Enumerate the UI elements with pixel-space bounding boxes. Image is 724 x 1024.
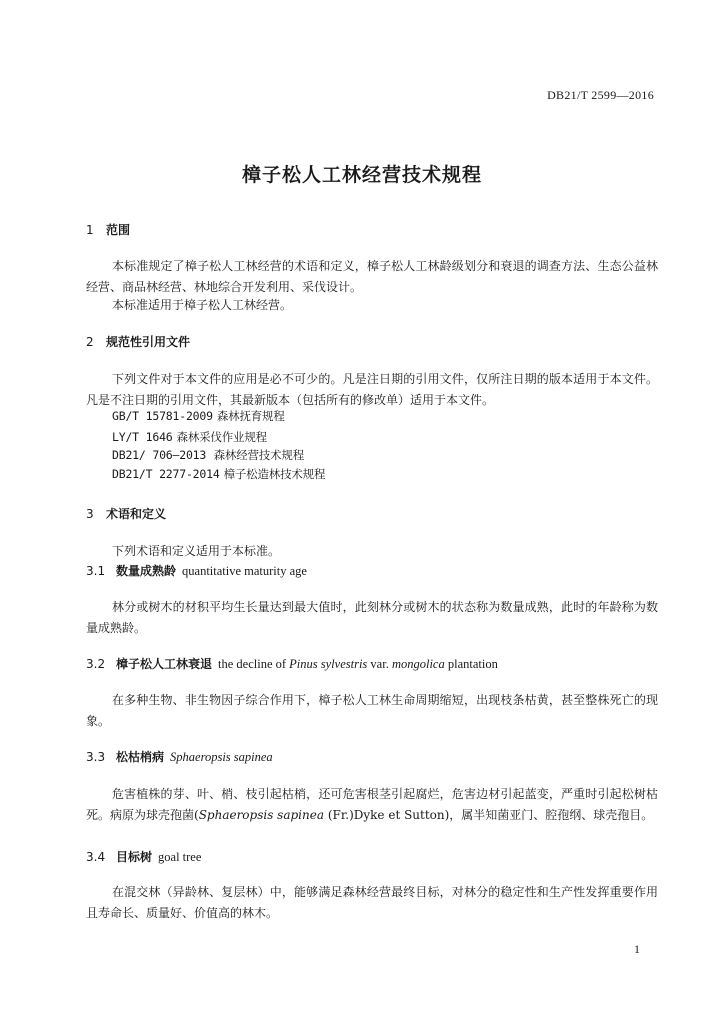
term-name: 樟子松人工林衰退 bbox=[116, 657, 213, 671]
reference-code: DB21/ 706—2013 bbox=[112, 448, 207, 462]
term-definition: 在混交林（异龄林、复层林）中，能够满足森林经营最终目标，对林分的稳定性和生产性发挥重要作用且寿命长、质量好、价值高的林木。 bbox=[86, 885, 658, 920]
reference-code: LY/T 1646 bbox=[112, 430, 173, 444]
term-heading-shoot-blight bbox=[86, 748, 273, 765]
term-definition: 在多种生物、非生物因子综合作用下，樟子松人工林生命周期缩短，出现枝条枯黄，甚至整株死亡的现象。 bbox=[86, 693, 658, 728]
term-definition: 林分或树木的材积平均生长量达到最大值时，此刻林分或树木的状态称为数量成熟，此时的年龄称为数量成熟龄。 bbox=[86, 600, 658, 635]
paragraph: 本标准规定了樟子松人工林经营的术语和定义，樟子松人工林龄级划分和衰退的调查方法、生态公益林经营、商品林经营、林地综合开发利用、采伐设计。 bbox=[86, 259, 658, 294]
term-english: quantitative maturity age bbox=[182, 564, 307, 578]
section-heading-scope bbox=[86, 221, 130, 238]
term-number: 3.1 bbox=[86, 564, 106, 578]
term-number: 3.2 bbox=[86, 657, 106, 671]
page-title: 樟子松人工林经营技术规程 bbox=[241, 164, 482, 186]
reference-code: GB/T 15781-2009 bbox=[112, 409, 213, 423]
term-number: 3.4 bbox=[86, 850, 106, 864]
reference-name: 樟子松造林技术规程 bbox=[223, 467, 326, 481]
term-english: goal tree bbox=[158, 850, 202, 864]
reference-name: 森林抚育规程 bbox=[216, 409, 285, 423]
page-number: 1 bbox=[634, 942, 640, 956]
section-number: 2 bbox=[86, 335, 94, 349]
term-name: 目标树 bbox=[116, 850, 153, 864]
reference-item bbox=[112, 408, 285, 424]
term-english: Sphaeropsis sapinea bbox=[170, 750, 273, 764]
section-number: 1 bbox=[86, 223, 94, 237]
section-number: 3 bbox=[86, 507, 94, 521]
reference-item bbox=[112, 447, 304, 463]
section-title: 范围 bbox=[106, 223, 131, 237]
term-heading-quantitative-maturity-age bbox=[86, 562, 307, 579]
reference-code: DB21/T 2277-2014 bbox=[112, 467, 220, 481]
section-heading-normative-references bbox=[86, 333, 190, 350]
term-heading-plantation-decline bbox=[86, 655, 498, 672]
section-title: 规范性引用文件 bbox=[106, 335, 191, 349]
term-definition: 危害植株的芽、叶、梢、枝引起枯梢，还可危害根茎引起腐烂，危害边材引起蓝变，严重时引起松树枯死。病原为球壳孢菌(Sphaeropsis sapinea (Fr.)Dyke et Sutton)，属半知菌亚门、腔孢纲、球壳孢目。 bbox=[86, 787, 658, 822]
paragraph: 下列术语和定义适用于本标准。 bbox=[112, 544, 281, 558]
reference-item bbox=[112, 429, 267, 445]
paragraph: 本标准适用于樟子松人工林经营。 bbox=[112, 298, 293, 312]
paragraph: 下列文件对于本文件的应用是必不可少的。凡是注日期的引用文件，仅所注日期的版本适用于本文件。凡是不注日期的引用文件，其最新版本（包括所有的修改单）适用于本文件。 bbox=[86, 372, 658, 407]
term-number: 3.3 bbox=[86, 750, 106, 764]
term-english: the decline of Pinus sylvestris var. mongolica plantation bbox=[218, 657, 498, 671]
document-number: DB21/T 2599—2016 bbox=[547, 88, 654, 102]
term-heading-goal-tree bbox=[86, 848, 201, 865]
term-name: 数量成熟龄 bbox=[116, 564, 177, 578]
term-name: 松枯梢病 bbox=[116, 750, 165, 764]
section-title: 术语和定义 bbox=[106, 507, 167, 521]
section-heading-terms-definitions bbox=[86, 505, 166, 522]
reference-name: 森林经营技术规程 bbox=[210, 448, 304, 462]
reference-name: 森林采伐作业规程 bbox=[176, 430, 267, 444]
reference-item bbox=[112, 466, 325, 482]
